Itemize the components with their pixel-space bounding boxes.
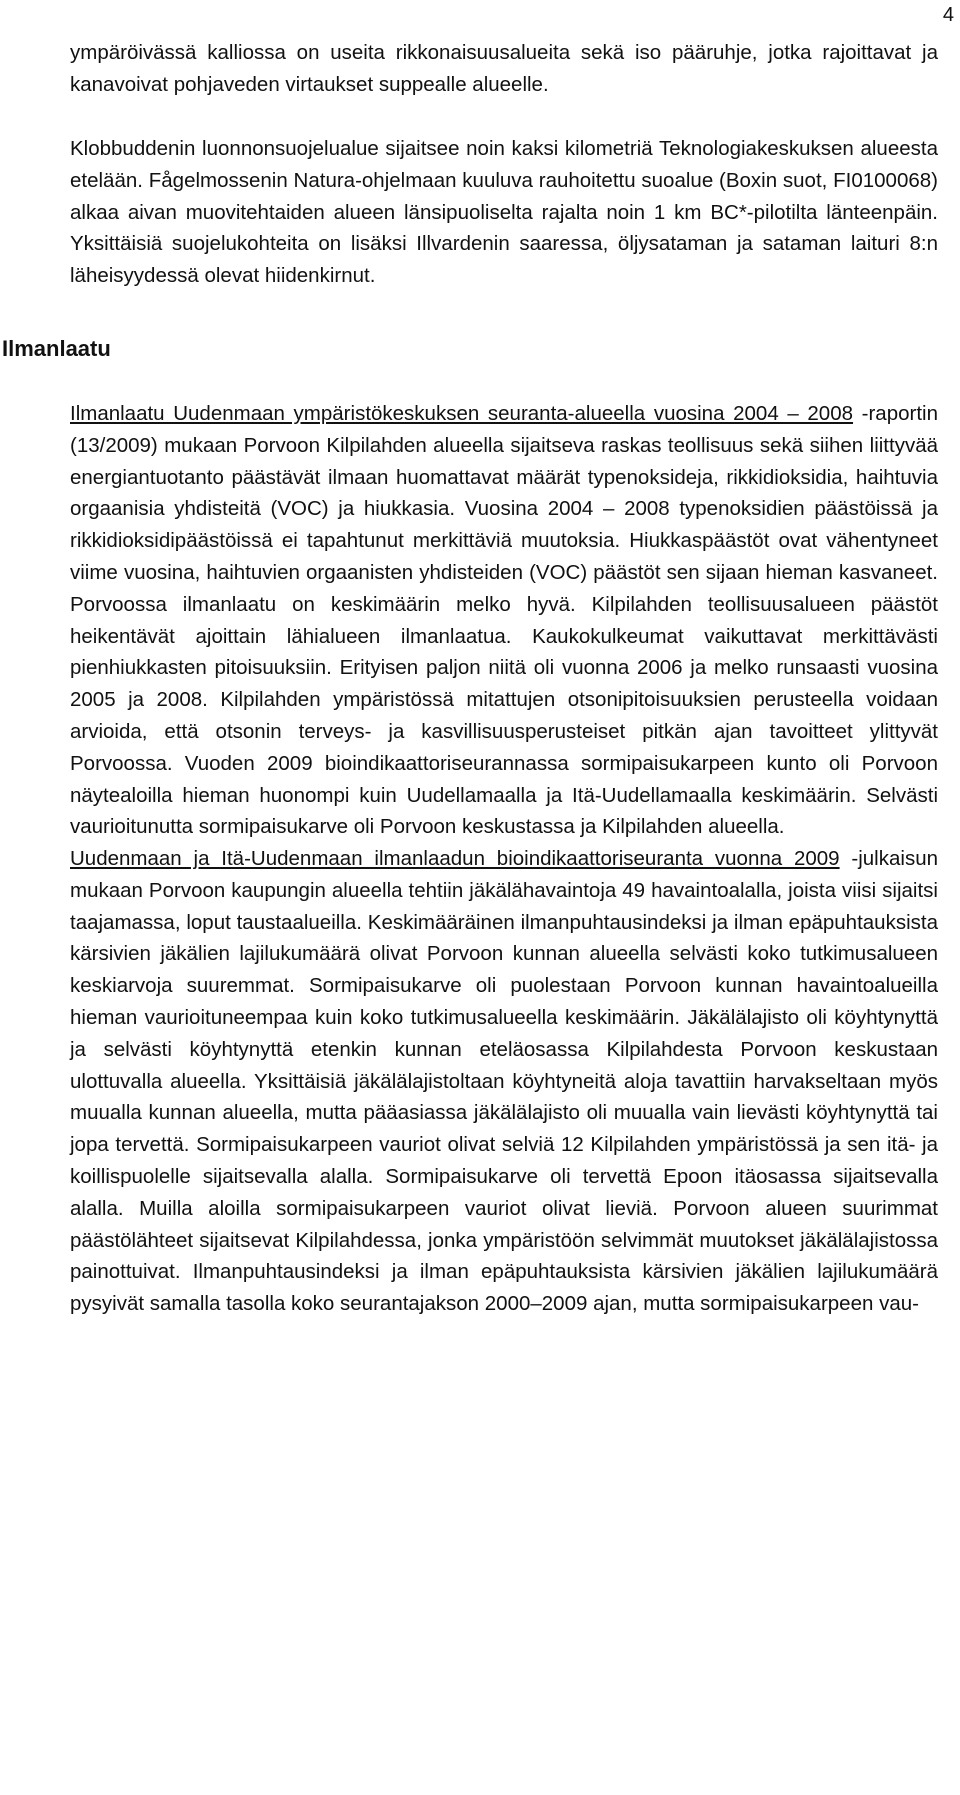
paragraph-air-quality-text: -raportin (13/2009) mukaan Porvoon Kilpilahden alueella sijaitseva raskas teollisuus sekä siihen liittyvää energiantuotanto päästävät ilmaan huomattavat määrät typenoksideja, rikkidioksidia, haihtuvia orgaanisia yhdisteitä (VOC) ja hiukkasia. Vuosina 2004 – 2008 typenoksidien päästöissä ja rikkidioksidipäästöissä ei tapahtunut merkittäviä muutoksia. Hiukkaspäästöt ovat vähentyneet viime vuosina, haihtuvien orgaanisten yhdisteiden (VOC) päästöt sen sijaan hieman kasvaneet. Porvoossa ilmanlaatu on keskimäärin melko hyvä. Kilpilahden teollisuusalueen päästöt heikentävät ajoittain lähialueen ilmanlaatua. Kaukokulkeumat vaikuttavat merkittävästi pienhiukkasten pitoisuuksiin. Erityisen paljon niitä oli vuonna 2006 ja melko runsaasti vuosina 2005 ja 2008. Kilpilahden ympäristössä mitattujen otsonipitoisuuksien perusteella voidaan arvioida, että otsonin terveys- ja kasvillisuusperusteiset pitkän ajan tavoitteet ylittyvät Porvoossa. Vuoden 2009 bioindikaattoriseurannassa sormipaisukarpeen kunto oli Porvoon näytealoilla hieman huonompi kuin Uudellamaalla ja Itä-Uudellamaalla keskimäärin. Selvästi vaurioitunutta sormipaisukarve oli Porvoon keskustassa ja Kilpilahden alueella. — [70, 402, 938, 839]
paragraph-bioindicator — [70, 843, 938, 1320]
report-link-air-quality[interactable]: Ilmanlaatu Uudenmaan ympäristökeskuksen seuranta-alueella vuosina 2004 – 2008 — [70, 402, 854, 425]
paragraph-air-quality — [70, 398, 938, 843]
section-heading: Ilmanlaatu — [2, 336, 111, 361]
paragraph-bioindicator-text: -julkaisun mukaan Porvoon kaupungin alueella tehtiin jäkälähavaintoja 49 havaintoalalla, joista viisi sijaitsi taajamassa, loput taustaalueilla. Keskimääräinen ilmanpuhtausindeksi ja ilman epäpuhtauksista kärsivien jäkälien lajilukumäärä olivat Porvoon kunnan alueella selvästi koko tutkimusalueen keskiarvoja suuremmat. Sormipaisukarve oli puolestaan Porvoon kunnan havaintoalueilla hieman vaurioituneempaa kuin koko tutkimusalueella keskimäärin. Jäkälälajisto oli köyhtynyttä ja selvästi köyhtynyttä etenkin kunnan eteläosassa Kilpilahdesta Porvoon keskustaan ulottuvalla alueella. Yksittäisiä jäkälälajistoltaan köyhtyneitä aloja tavattiin harvakseltaan myös muualla kunnan alueella, mutta pääasiassa jäkälälajisto oli muualla vain lievästi köyhtynyttä tai jopa tervettä. Sormipaisukarpeen vauriot olivat selviä 12 Kilpilahden ympäristössä ja sen itä- ja koillispuolelle sijaitsevalla alalla. Sormipaisukarve oli tervettä Epoon itäosassa sijaitsevalla alalla. Muilla aloilla sormipaisukarpeen vauriot olivat lieviä. Porvoon alueen suurimmat päästölähteet sijaitsevat Kilpilahdessa, jonka ympäristöön selvimmät muutokset jäkälälajistossa painottuivat. Ilmanpuhtausindeksi ja ilman epäpuhtauksista kärsivien jäkälien lajilukumäärä pysyivät samalla tasolla koko seurantajakson 2000–2009 ajan, mutta sormipaisukarpeen vau- — [70, 847, 938, 1316]
report-link-bioindicator[interactable]: Uudenmaan ja Itä-Uudenmaan ilmanlaadun bioindikaattoriseuranta vuonna 2009 — [70, 847, 840, 870]
paragraph-groundwater: ympäröivässä kalliossa on useita rikkonaisuusalueita sekä iso pääruhje, jotka rajoittavat ja kanavoivat pohjaveden virtaukset suppealle alueelle. — [70, 41, 938, 96]
page-number: 4 — [942, 4, 954, 26]
paragraph-nature-protection: Klobbuddenin luonnonsuojelualue sijaitsee noin kaksi kilometriä Teknologiakeskuksen alueesta etelään. Fågelmossenin Natura-ohjelmaan kuuluva rauhoitettu suoalue (Boxin suot, FI0100068) alkaa aivan muovitehtaiden alueen länsipuoliselta rajalta noin 1 km BC*-pilotilta länteenpäin. Yksittäisiä suojelukohteita on lisäksi Illvardenin saaressa, öljysataman ja sataman laituri 8:n läheisyydessä olevat hiidenkirnut. — [70, 137, 938, 288]
